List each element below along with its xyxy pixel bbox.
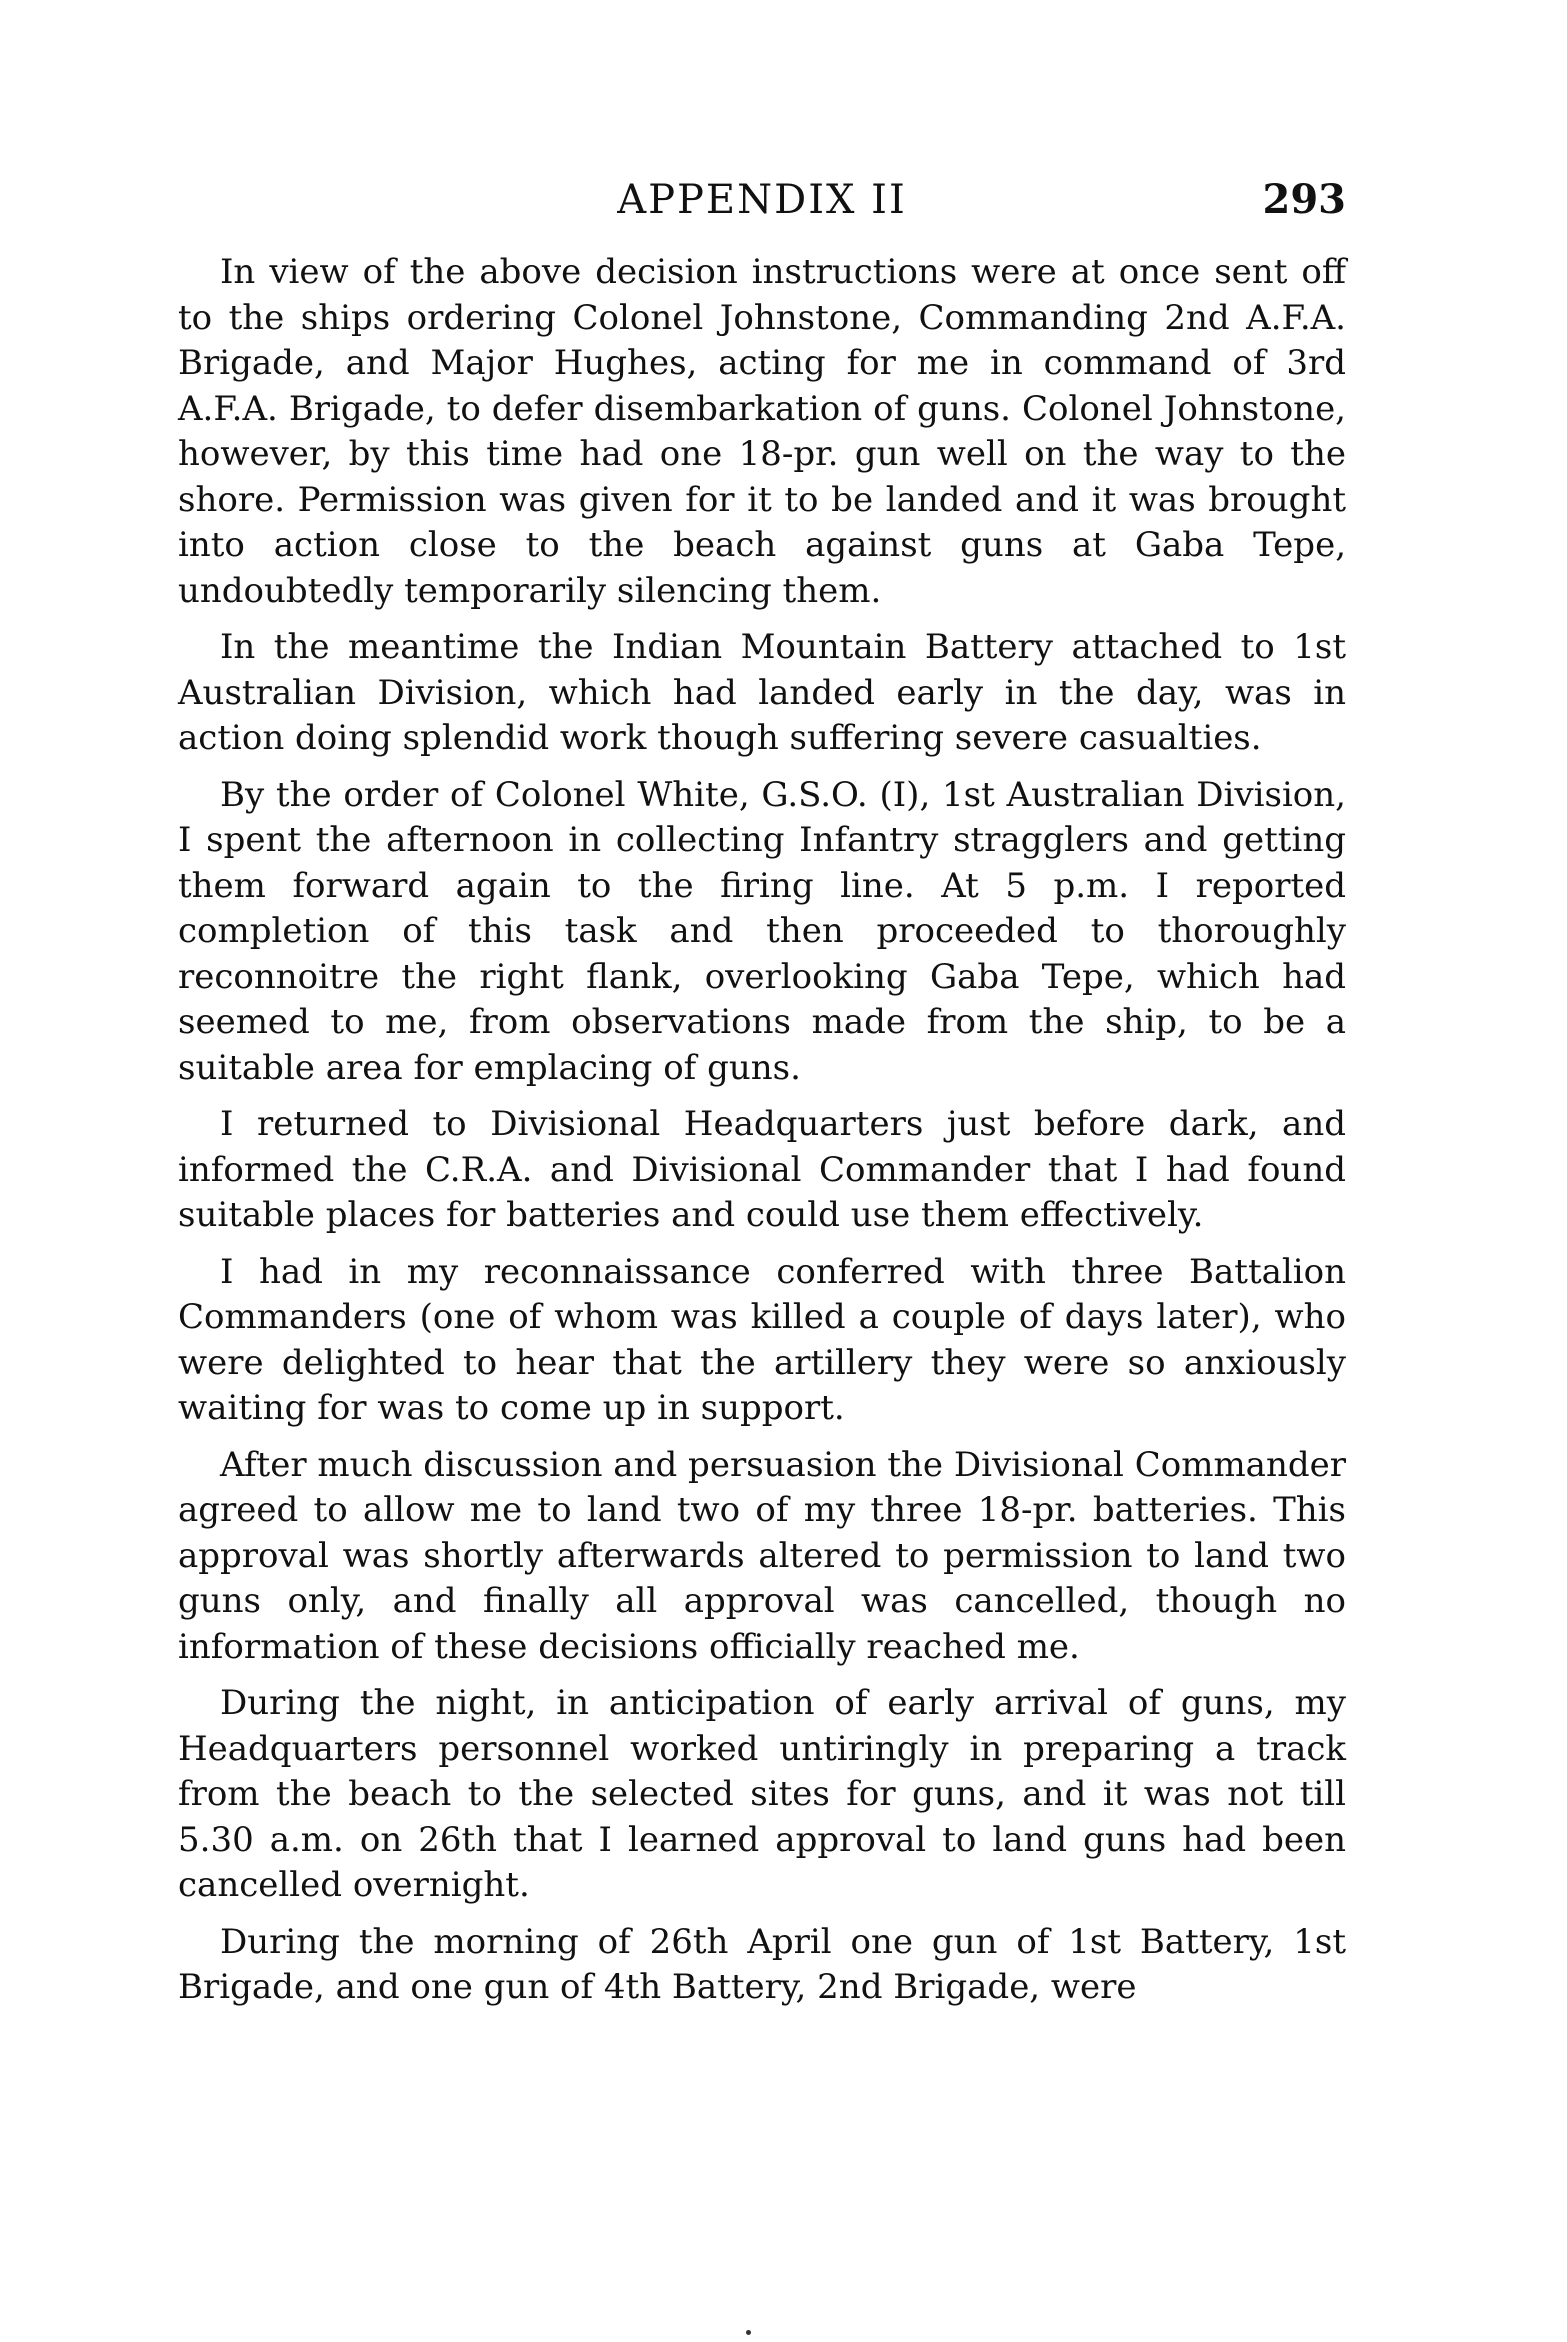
paragraph-7: During the night, in anticipation of early arrival of guns, my Headquarters personnel worked untiringly in preparing a track from the beach to the selected sites for guns, and it was not till 5.30 a.m. on 26th that I learned approval to land guns had been cancelled overnight. — [178, 1683, 1346, 1905]
ink-speck — [746, 2330, 751, 2335]
paragraph-2: In the meantime the Indian Mountain Battery attached to 1st Australian Division, which had landed early in the day, was in action doing splendid work though suffering severe casualties. — [178, 627, 1346, 758]
body-text — [178, 250, 1346, 2022]
running-head — [178, 170, 1346, 230]
running-title: APPENDIX II — [617, 177, 907, 223]
paragraph-3: By the order of Colonel White, G.S.O. (I), 1st Australian Division, I spent the afternoon in collecting Infantry stragglers and getting them forward again to the firing line. At 5 p.m. I reported completion of this task and then proceeded to thoroughly reconnoitre the right flank, overlooking Gaba Tepe, which had seemed to me, from observations made from the ship, to be a suitable area for emplacing of guns. — [178, 774, 1346, 1088]
paragraph-1: In view of the above decision instructions were at once sent off to the ships ordering Colonel Johnstone, Commanding 2nd A.F.A. Brigade, and Major Hughes, acting for me in command of 3rd A.F.A. Brigade, to defer disembarkation of guns. Colonel Johnstone, however, by this time had one 18-pr. gun well on the way to the shore. Permission was given for it to be landed and it was brought into action close to the beach against guns at Gaba Tepe, undoubtedly temporarily silencing them. — [178, 252, 1346, 611]
paragraph-6: After much discussion and persuasion the Divisional Commander agreed to allow me to land two of my three 18-pr. batteries. This approval was shortly afterwards altered to permission to land two guns only, and finally all approval was cancelled, though no information of these decisions officially reached me. — [178, 1444, 1346, 1667]
paragraph-4: I returned to Divisional Headquarters just before dark, and informed the C.R.A. and Divisional Commander that I had found suitable places for batteries and could use them effectively. — [178, 1104, 1346, 1235]
paragraph-5: I had in my reconnaissance conferred with three Battalion Commanders (one of whom was killed a couple of days later), who were delighted to hear that the artillery they were so anxiously waiting for was to come up in support. — [178, 1251, 1346, 1428]
paragraph-8: During the morning of 26th April one gun of 1st Battery, 1st Brigade, and one gun of 4th Battery, 2nd Brigade, were — [178, 1921, 1346, 2007]
page-number: 293 — [1262, 176, 1346, 223]
